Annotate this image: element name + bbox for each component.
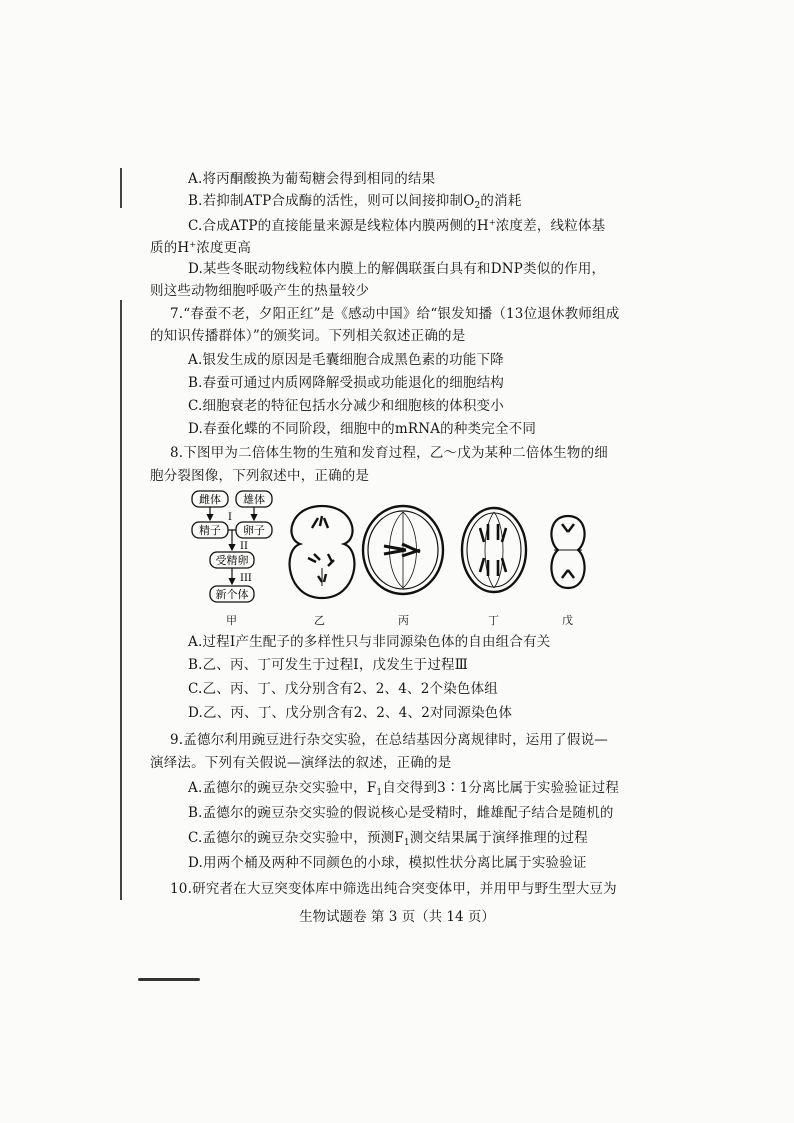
reproduction-flow-diagram <box>192 491 272 602</box>
caption-wu: 戊 <box>562 614 573 627</box>
q8-option-a: A.过程Ⅰ产生配子的多样性只与非同源染色体的自由组合有关 <box>188 634 551 650</box>
arrow-gametes-to-zygote <box>228 530 232 550</box>
cell-wu <box>551 516 584 588</box>
q9-stem-line1: 9.孟德尔利用豌豆进行杂交实验，在总结基因分离规律时，运用了假说— <box>170 732 608 748</box>
q7-option-a: A.银发生成的原因是毛囊细胞合成黑色素的功能下降 <box>188 352 504 368</box>
cell-ding <box>462 508 526 592</box>
q8-option-b: B.乙、丙、丁可发生于过程Ⅰ，戊发生于过程Ⅲ <box>188 657 468 673</box>
caption-bing: 丙 <box>398 614 409 627</box>
q9-option-c: C.孟德尔的豌豆杂交实验中，预测$F_1$测交结果属于演绎推理的过程 <box>188 830 588 848</box>
cell-yi <box>290 506 355 598</box>
female-label: 雌体 <box>199 493 221 506</box>
q8-figure <box>170 488 600 610</box>
q6-option-d-line1: D.某些冬眠动物线粒体内膜上的解偶联蛋白具有和DNP类似的作用， <box>188 261 606 277</box>
q8-option-c: C.乙、丙、丁、戊分别含有2、2、4、2个染色体组 <box>188 681 498 697</box>
caption-jia: 甲 <box>226 614 237 627</box>
q7-option-b: B.春蚕可通过内质网降解受损或功能退化的细胞结构 <box>188 375 505 391</box>
caption-ding: 丁 <box>488 614 499 627</box>
q6-option-c-line1: C.合成ATP的直接能量来源是线粒体内膜两侧的H+浓度差，线粒体基 <box>188 218 606 234</box>
zygote-label: 受精卵 <box>215 554 249 567</box>
q7-option-c: C.细胞衰老的特征包括水分减少和细胞核的体积变小 <box>188 398 504 414</box>
individual-label: 新个体 <box>215 588 249 601</box>
step-3-label: III <box>240 573 252 584</box>
q6-option-d-line2: 则这些动物细胞呼吸产生的热量较少 <box>150 283 370 299</box>
q10-stem: 10.研究者在大豆突变体库中筛选出纯合突变体甲，并用甲与野生型大豆为 <box>170 881 617 897</box>
left-margin-rule <box>120 168 122 208</box>
q9-option-a: A.孟德尔的豌豆杂交实验中，$F_1$自交得到3∶1分离比属于实验验证过程 <box>188 780 620 798</box>
page-footer: 生物试题卷 第 3 页（共 14 页） <box>299 909 495 925</box>
bottom-scan-mark <box>138 978 200 981</box>
caption-yi: 乙 <box>314 614 325 627</box>
egg-label: 卵子 <box>243 524 265 537</box>
cell-bing <box>363 506 443 594</box>
step-1-label: I <box>228 512 232 523</box>
left-margin-rule <box>120 300 122 900</box>
q9-option-b: B.孟德尔的豌豆杂交实验的假说核心是受精时，雌雄配子结合是随机的 <box>188 805 614 821</box>
q7-option-d: D.春蚕化蝶的不同阶段，细胞中的mRNA的种类完全不同 <box>188 421 537 437</box>
step-2-label: II <box>240 541 248 552</box>
male-label: 雄体 <box>243 493 265 506</box>
q8-stem-line2: 胞分裂图像，下列叙述中，正确的是 <box>150 468 370 484</box>
q6-option-c-line2: 质的H+浓度更高 <box>150 240 252 256</box>
q9-option-d: D.用两个桶及两种不同颜色的小球，模拟性状分离比属于实验验证 <box>188 855 587 871</box>
q6-option-b: B.若抑制ATP合成酶的活性，则可以间接抑制$O_2$的消耗 <box>188 193 522 211</box>
q7-stem-line2: 的知识传播群体）”的颁奖词。下列相关叙述正确的是 <box>150 328 466 344</box>
q7-stem-line1: 7.“春蚕不老，夕阳正红”是《感动中国》给“银发知播（13位退休教师组成 <box>170 306 620 322</box>
q8-option-d: D.乙、丙、丁、戊分别含有2、2、4、2对同源染色体 <box>188 705 513 721</box>
q6-option-a: A.将丙酮酸换为葡萄糖会得到相同的结果 <box>188 171 436 187</box>
q8-stem-line1: 8.下图甲为二倍体生物的生殖和发育过程，乙～戊为某种二倍体生物的细 <box>170 445 608 461</box>
q9-stem-line2: 演绎法。下列有关假说—演绎法的叙述，正确的是 <box>150 755 452 771</box>
sperm-label: 精子 <box>199 524 221 537</box>
